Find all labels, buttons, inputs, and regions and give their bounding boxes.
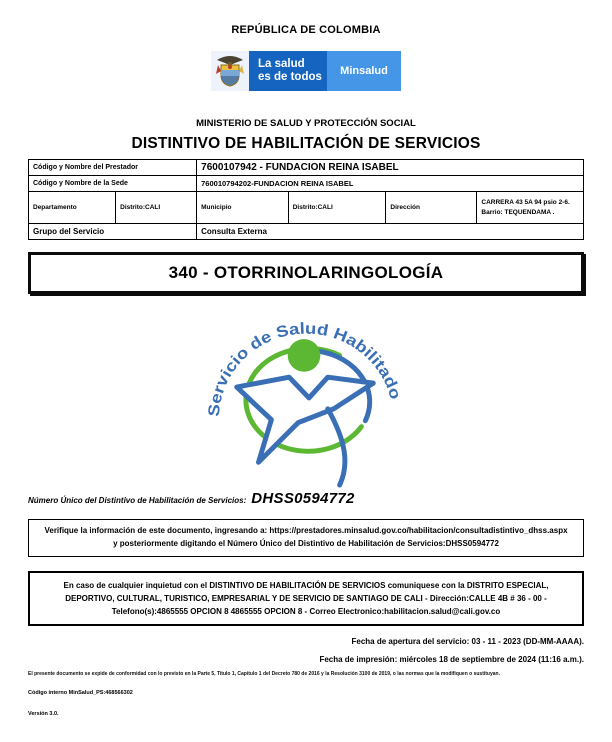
republic-title: REPÚBLICA DE COLOMBIA xyxy=(231,24,381,36)
minsalud-logo xyxy=(211,51,401,91)
unique-number-label: Número Único del Distintivo de Habilitación de Servicios: xyxy=(28,496,247,505)
document-title: DISTINTIVO DE HABILITACIÓN DE SERVICIOS xyxy=(131,135,481,152)
grupo-value: Consulta Externa xyxy=(197,224,584,240)
colombia-coat-of-arms-icon xyxy=(211,51,249,91)
departamento-value: Distrito:CALI xyxy=(116,192,197,224)
seal-arc-text: Servicio de Salud Habilitado xyxy=(205,320,404,418)
provider-table xyxy=(28,159,584,240)
direccion-label: Dirección xyxy=(386,192,477,224)
service-title: 340 - OTORRINOLARINGOLOGÍA xyxy=(168,263,444,282)
internal-code: Código interno MinSalud_PS:468566302 xyxy=(28,690,133,697)
departamento-label: Departamento xyxy=(29,192,116,224)
table-row-grupo xyxy=(29,224,584,240)
table-row-sede xyxy=(29,176,584,192)
grupo-label: Grupo del Servicio xyxy=(29,224,197,240)
prestador-value: 7600107942 - FUNDACION REINA ISABEL xyxy=(197,160,584,176)
contact-box xyxy=(28,571,584,627)
sede-label: Código y Nombre de la Sede xyxy=(29,176,197,192)
contact-text: En caso de cualquier inquietud con el DISTINTIVO DE HABILITACIÓN DE SERVICIOS comuniquese con la DISTRITO ESPECIAL, DEPORTIVO, CULTURAL, TURISTICO, EMPRESARIAL Y DE SERVICIO DE SANTIAGO DE CALI - Dirección:CALLE 4B # 36 - 00 - Telefono(s):4865555 OPCION 8 4865555 OPCION 8 - Correo Electronico:habilitacion.salud@cali.gov.co xyxy=(63,580,549,616)
logo-slogan-line1: La salud xyxy=(258,57,305,70)
service-opening-date: Fecha de apertura del servicio: 03 - 11 - 2023 (DD-MM-AAAA). xyxy=(351,637,584,647)
sede-value: 760010794202-FUNDACION REINA ISABEL xyxy=(197,176,584,192)
table-row-prestador xyxy=(29,160,584,176)
logo-slogan xyxy=(249,51,327,91)
legal-notice: El presente documento se expide de conformidad con lo previsto en la Parte 5, Titulo 1, Capitulo 1 del Decreto 780 de 2016 y la Resolución 3100 de 2019, o las normas que la modifiquen o sustituyan. xyxy=(28,671,500,678)
logo-slogan-line2: es de todos xyxy=(258,71,322,83)
prestador-label: Código y Nombre del Prestador xyxy=(29,160,197,176)
municipio-label: Municipio xyxy=(197,192,289,224)
municipio-value: Distrito:CALI xyxy=(288,192,386,224)
table-row-ubicacion xyxy=(29,192,584,224)
version-label: Versión 3.0. xyxy=(28,711,59,718)
unique-number-value: DHSS0594772 xyxy=(251,490,355,507)
print-date: Fecha de impresión: miércoles 18 de septiembre de 2024 (11:16 a.m.). xyxy=(319,655,584,665)
verify-line-url: Verifique la información de este documento, ingresando a: https://prestadores.minsalud.gov.co/habilitacion/consultadistintivo_dhss.aspx xyxy=(44,526,568,535)
verify-line-instruction: y posteriormente digitando el Número Único del Distintivo de Habilitación de Servicios:DHSS0594772 xyxy=(113,538,499,548)
verify-box xyxy=(28,519,584,557)
habilitation-seal-icon xyxy=(28,300,584,488)
direccion-value: CARRERA 43 5A 94 psio 2-6. Barrio: TEQUENDAMA . xyxy=(477,192,584,224)
ministry-title: MINISTERIO DE SALUD Y PROTECCIÓN SOCIAL xyxy=(196,118,416,129)
service-title-box xyxy=(28,252,584,294)
logo-brand: Minsalud xyxy=(327,51,401,91)
unique-number-row xyxy=(28,490,584,507)
